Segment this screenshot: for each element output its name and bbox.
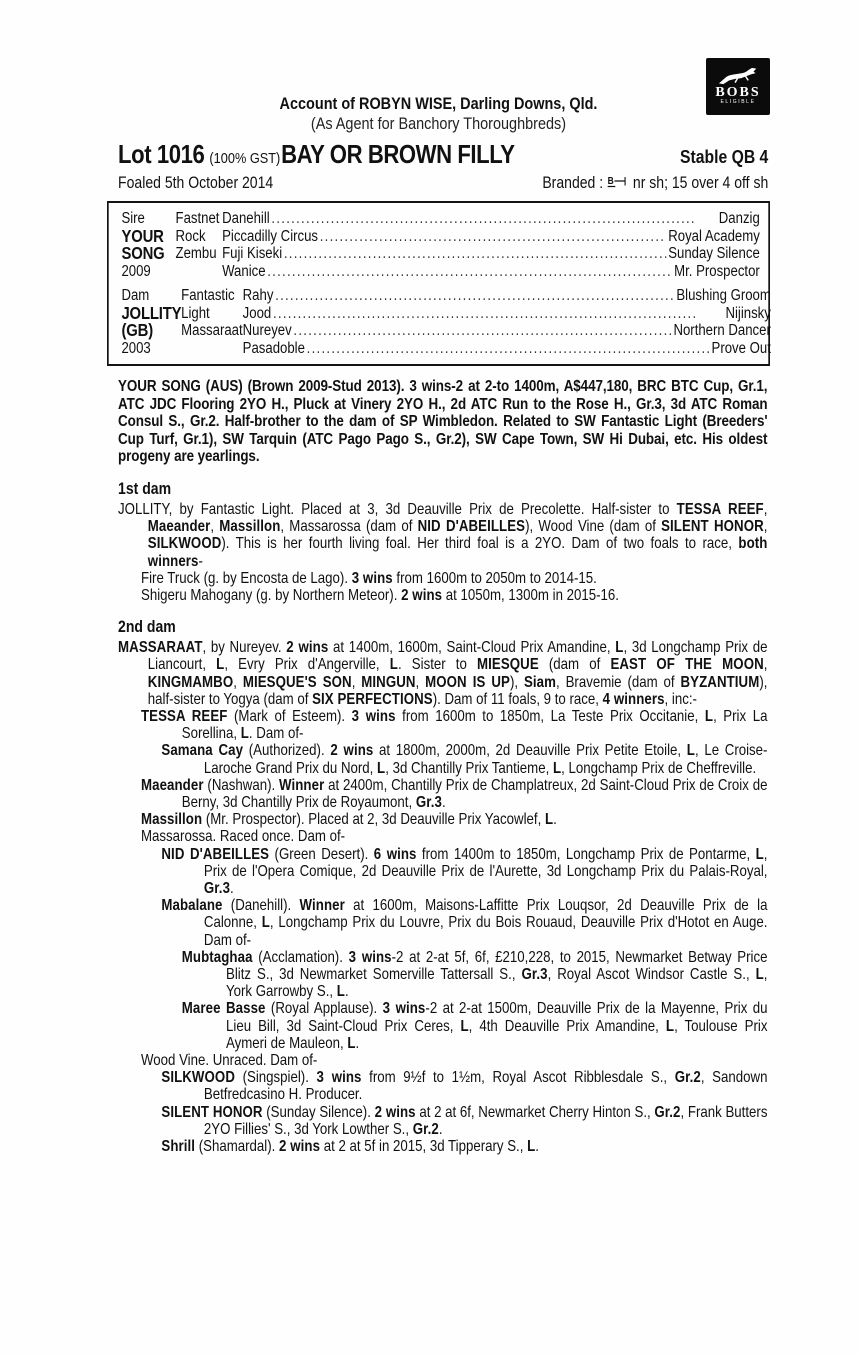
pedigree-parent-name: Fastnet Rock (175, 210, 220, 245)
catalog-entry: Maree Basse (Royal Applause). 3 wins-2 at 2-at 1500m, Deauville Prix de la Mayenne, Prix du Lieu Bill, 3d Saint-Cloud Prix Ceres, L, 4th Deauville Prix Amandine, L, Toulouse Prix Aymeri de Mauleon, L. (181, 1000, 768, 1052)
sire-summary: YOUR SONG (AUS) (Brown 2009-Stud 2013). 3 wins-2 at 2-to 1400m, A$447,180, BRC BTC Cup, Gr.1, ATC JDC Flooring 2YO H., Pluck at Vinery 2YO H., 2d ATC Run to the Rose H., Gr.3, 3d ATC Roman Consul S., Gr.2. Half-brother to the dam of SP Wimbledon. Related to SW Fantastic Light (Breeders' Cup Turf, Gr.1), SW Tarquin (ATC Pago Pago S., Gr.2), SW Cape Town, SW Hi Dubai, etc. His oldest progeny are yearlings. (118, 378, 768, 466)
catalog-entry: Mabalane (Danehill). Winner at 1600m, Maisons-Laffitte Prix Louqsor, 2d Deauville Prix de la Calonne, L, Longchamp Prix du Louvre, Prix du Bois Rouaud, Deauville Prix d'Hotot en Auge. Dam of- (161, 897, 768, 949)
foal-row (107, 173, 770, 193)
pedigree-grandparent-row: Danehill ..... Danzig (222, 210, 760, 228)
pedigree-grandparent-row: Wanice ..... Mr. Prospector (222, 263, 760, 281)
horse-title: BAY OR BROWN FILLY (281, 139, 515, 169)
bobs-logo-text: BOBS (715, 85, 761, 100)
catalog-entry: Shrill (Shamardal). 2 wins at 2 at 5f in 2015, 3d Tipperary S., L. (161, 1138, 539, 1156)
catalog-entry: Shigeru Mahogany (g. by Northern Meteor). 2 wins at 1050m, 1300m in 2015-16. (141, 586, 619, 604)
account-line: Account of ROBYN WISE, Darling Downs, Qld. (279, 94, 598, 113)
pedigree-parent-name: Zembu (175, 245, 217, 262)
pedigree-role: Sire (121, 210, 145, 227)
dot-leader (273, 305, 724, 323)
catalog-entry: Samana Cay (Authorized). 2 wins at 1800m, 2000m, 2d Deauville Prix Petite Etoile, L, Le Croise-Laroche Grand Prix du Nord, L, 3d Chantilly Prix Tantieme, L, Longchamp Prix de Cheffreville. (161, 742, 768, 777)
pedigree-parent-name: Massaraat (181, 322, 243, 339)
second-dam-section (107, 618, 770, 1155)
lot-row (107, 139, 770, 170)
catalog-entry: NID D'ABEILLES (Green Desert). 6 wins from 1400m to 1850m, Longchamp Prix de Pontarme, L, Prix de l'Opera Comique, 2d Deauville Prix de l'Aurette, 3d Longchamp Prix du Palais-Royal, Gr.3. (161, 845, 768, 898)
pedigree-name: YOUR SONG (121, 225, 165, 263)
gst-note: (100% GST) (209, 150, 281, 167)
second-dam-heading: 2nd dam (118, 618, 176, 637)
brand-mark-icon (607, 175, 630, 190)
catalog-entry: MASSARAAT, by Nureyev. 2 wins at 1400m, 1600m, Saint-Cloud Prix Amandine, L, 3d Longchamp Prix de Liancourt, L, Evry Prix d'Angerville, L. Sister to MIESQUE (dam of EAST OF THE MOON, KINGMAMBO, MIESQUE'S SON, MINGUN, MOON IS UP), Siam, Bravemie (dam of BYZANTIUM), half-sister to Yogya (dam of SIX PERFECTIONS). Dam of 11 foals, 9 to race, 4 winners, inc:- (118, 639, 768, 708)
branded-desc: nr sh; 15 over 4 off sh (632, 174, 769, 192)
catalog-entry: Massarossa. Raced once. Dam of- (141, 828, 346, 846)
catalog-entry: Wood Vine. Unraced. Dam of- (141, 1052, 318, 1070)
lot-number: Lot 1016 (118, 139, 205, 169)
catalog-entry: Massillon (Mr. Prospector). Placed at 2, 3d Deauville Prix Yacowlef, L. (141, 811, 557, 829)
pedigree-name: JOLLITY (GB) (121, 302, 182, 340)
pedigree-grandparent-row: Pasadoble ..... Prove Out (243, 340, 771, 358)
dot-leader (267, 263, 672, 281)
catalog-entry: Maeander (Nashwan). Winner at 2400m, Chantilly Prix de Champlatreux, 2d Saint-Cloud Prix de Croix de Berny, 3d Chantilly Prix de Royaumont, Gr.3. (141, 776, 768, 812)
pedigree-role: Dam (121, 287, 150, 304)
catalog-sheet (107, 0, 770, 1155)
stable-label: Stable QB 4 (680, 146, 769, 167)
pedigree-year: 2003 (121, 339, 151, 357)
catalog-entry: TESSA REEF (Mark of Esteem). 3 wins from 1600m to 1850m, La Teste Prix Occitanie, L, Prix La Sorellina, L. Dam of- (141, 708, 768, 743)
pedigree-sire-block (121, 210, 759, 280)
first-dam-entries (107, 501, 770, 604)
catalog-entry: Mubtaghaa (Acclamation). 3 wins-2 at 2-at 5f, 6f, £210,228, to 2015, Newmarket Betway Price Blitz S., 3d Newmarket Somerville Tattersall S., Gr.3, Royal Ascot Windsor Castle S., L, York Garrowby S., L. (181, 948, 768, 1001)
pedigree-grandparent-row: Piccadilly Circus ..... Royal Academy (222, 228, 760, 246)
catalog-entry: SILENT HONOR (Sunday Silence). 2 wins at 2 at 6f, Newmarket Cherry Hinton S., Gr.2, Frank Butters 2YO Fillies' S., 3d York Lowther S., Gr.2. (161, 1103, 768, 1138)
catalog-entry: SILKWOOD (Singspiel). 3 wins from 9½f to 1½m, Royal Ascot Ribblesdale S., Gr.2, Sandown Betfredcasino H. Producer. (161, 1069, 768, 1104)
catalog-entry: Fire Truck (g. by Encosta de Lago). 3 wins from 1600m to 2050m to 2014-15. (141, 569, 597, 587)
pedigree-grandparent-row: Fuji Kiseki ..... Sunday Silence (222, 245, 760, 263)
foaled-date: Foaled 5th October 2014 (118, 174, 274, 192)
branded-line (542, 173, 768, 193)
pedigree-year: 2009 (121, 262, 151, 280)
branded-label: Branded : (542, 174, 604, 192)
dot-leader (293, 322, 671, 340)
dot-leader (275, 287, 675, 305)
catalog-entry: JOLLITY, by Fantastic Light. Placed at 3, 3d Deauville Prix de Precolette. Half-sister to TESSA REEF, Maeander, Massillon, Massarossa (dam of NID D'ABEILLES), Wood Vine (dam of SILENT HONOR, SILKWOOD). This is her fourth living foal. Her third foal is a 2YO. Dam of two foals to race, both winners- (118, 500, 768, 570)
svg-text:B: B (607, 175, 614, 187)
pedigree-parent-name: Fantastic Light (181, 287, 235, 322)
second-dam-entries (107, 639, 770, 1155)
pedigree-table (107, 201, 770, 366)
dot-leader (271, 210, 717, 228)
dot-leader (320, 228, 667, 246)
agent-line: (As Agent for Banchory Thoroughbreds) (310, 114, 567, 133)
pedigree-grandparent-row: Rahy ..... Blushing Groom (243, 287, 771, 305)
pedigree-grandparent-row: Nureyev ..... Northern Dancer (243, 322, 771, 340)
pedigree-grandparent-row: Jood ..... Nijinsky (243, 305, 771, 323)
pedigree-dam-block (121, 287, 771, 357)
bobs-logo-subtext: ELIGIBLE (720, 99, 756, 105)
first-dam-section (107, 480, 770, 604)
dot-leader (307, 340, 710, 358)
dot-leader (284, 245, 667, 263)
first-dam-heading: 1st dam (118, 479, 172, 498)
